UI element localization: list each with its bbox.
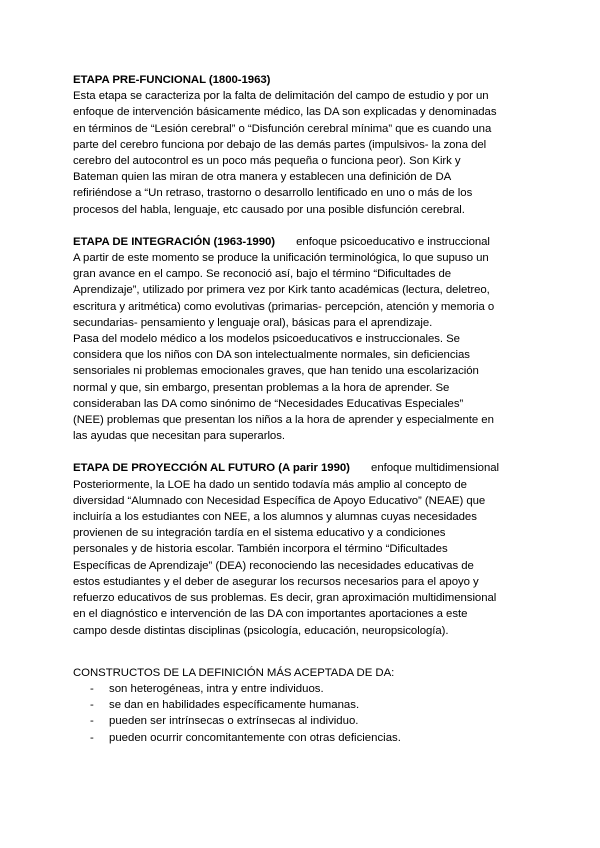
paragraph-line: en el diagnóstico e intervención de las DA con importantes aportaciones a este [73,608,468,621]
paragraph-line: las ayudas que necesitan para superarlos. [73,430,285,443]
list-item-text: pueden ocurrir concomitantemente con otras deficiencias. [109,731,401,744]
section-heading [73,460,533,476]
paragraph-line: Esta etapa se caracteriza por la falta de delimitación del campo de estudio y por un [73,90,489,103]
section-heading [73,234,533,250]
paragraph-line: Aprendizaje”, utilizado por primera vez por Kirk tanto académicas (lectura, deletreo, [73,284,490,297]
paragraph-line: Específicas de Aprendizaje” (DEA) reconociendo las necesidades educativas de [73,559,474,572]
section-title: ETAPA PRE-FUNCIONAL (1800-1963) [73,74,271,86]
dash-bullet: - [90,699,94,712]
paragraph-line: Posteriormente, la LOE ha dado un sentido todavía más amplio al concepto de [73,478,467,491]
section-proyeccion-futuro [73,460,533,638]
paragraph-line: A partir de este momento se produce la unificación terminológica, lo que supuso un [73,252,489,265]
paragraph-line: refuerzo educativos de sus problemas. Es decir, gran aproximación multidimensional [73,592,497,605]
dash-bullet: - [90,682,94,695]
list-item [73,730,533,746]
section-subtitle: enfoque multidimensional [371,462,500,475]
paragraph-line: cerebro del autocontrol es un poco más pequeña o funciona peor). Son Kirk y [73,155,461,168]
dash-bullet: - [90,715,94,728]
document-page [73,72,533,762]
constructs-heading: CONSTRUCTOS DE LA DEFINICIÓN MÁS ACEPTADA DE DA: [73,666,395,679]
section-title: ETAPA DE INTEGRACIÓN (1963-1990) [73,235,276,248]
section-integracion [73,234,533,445]
paragraph-line: personales y de historia escolar. También incorpora el término “Dificultades [73,543,448,556]
paragraph-line: consideraban las DA como sinónimo de “Necesidades Educativas Especiales” [73,397,464,410]
paragraph-line: sensoriales ni problemas emocionales graves, que han tenido una escolarización [73,365,479,378]
paragraph-line: gran avance en el campo. Se reconoció así, bajo el término “Dificultades de [73,268,452,281]
paragraph-line: en términos de “Lesión cerebral” o “Disfunción cerebral mínima” que es cuando una [73,122,492,135]
paragraph-line: (NEE) problemas que presentan los niños a la hora de aprender y especialmente en [73,414,494,427]
paragraph-line: refiriéndose a “Un retraso, trastorno o desarrollo lentificado en uno o más de los [73,187,473,200]
list-item [73,713,533,729]
paragraph-line: Bateman quien las miran de otra manera y establecen una definición de DA [73,171,452,184]
paragraph-line: provienen de su integración tardía en el sistema educativo y a condiciones [73,527,446,540]
section-constructos [73,665,533,746]
section-title: ETAPA DE PROYECCIÓN AL FUTURO (A parir 1990) [73,462,350,475]
paragraph-line: estos estudiantes y el deber de asegurar los recursos necesarios para el apoyo y [73,575,479,588]
paragraph-line: diversidad “Alumnado con Necesidad Específica de Apoyo Educativo” (NEAE) que [73,494,486,507]
list-item [73,697,533,713]
paragraph-line: incluiría a los estudiantes con NEE, a los alumnos y alumnas cuyas necesidades [73,511,477,524]
list-item [73,681,533,697]
section-heading [73,72,533,88]
paragraph-line: enfoque de intervención básicamente médico, las DA son explicadas y denominadas [73,106,497,119]
section-pre-funcional [73,72,533,218]
constructs-list [73,681,533,746]
paragraph-line: considera que los niños con DA son intelectualmente normales, sin deficiencias [73,349,470,362]
dash-bullet: - [90,731,94,744]
list-item-text: pueden ser intrínsecas o extrínsecas al individuo. [109,715,359,728]
section-subtitle: enfoque psicoeducativo e instruccional [296,235,490,248]
paragraph-line: normal y que, sin embargo, presentan problemas a la hora de aprender. Se [73,381,450,394]
paragraph-line: escritura y aritmética) como evolutivas (primarias- percepción, atención y memoria o [73,300,495,313]
paragraph-line: parte del cerebro funciona por debajo de las demás partes (impulsivos- la zona del [73,138,487,151]
paragraph-line: campo desde distintas disciplinas (psicología, educación, neuropsicología). [73,624,449,637]
paragraph-line: secundarias- pensamiento y lenguaje oral), básicas para el aprendizaje. [73,316,433,329]
paragraph-line: Pasa del modelo médico a los modelos psicoeducativos e instruccionales. Se [73,333,460,346]
paragraph-line: procesos del habla, lenguaje, etc causado por una posible disfunción cerebral. [73,203,465,216]
list-item-text: se dan en habilidades específicamente humanas. [109,699,360,712]
list-item-text: son heterogéneas, intra y entre individuos. [109,682,324,695]
